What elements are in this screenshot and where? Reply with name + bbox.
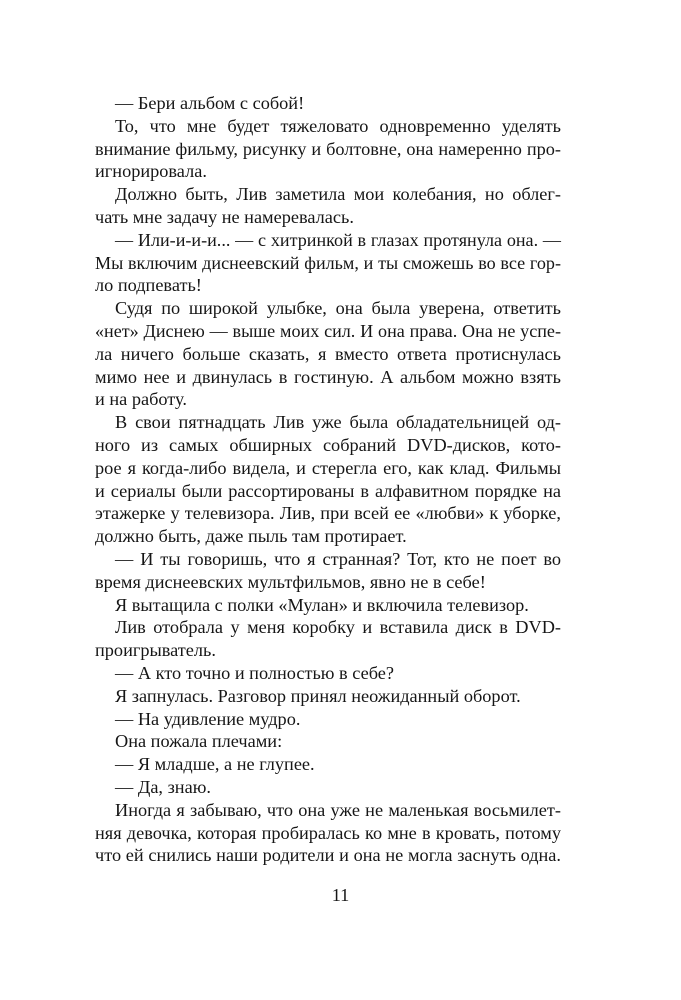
text-line: Я вытащила с полки «Мулан» и включила телевизор. (115, 594, 529, 615)
text-line: В свои пятнадцать Лив уже была обладательницей од- (115, 412, 561, 433)
text-line: Лив отобрала у меня коробку и вставила диск в DVD- (115, 617, 561, 638)
body-text (95, 92, 561, 867)
text-line: Иногда я забываю, что она уже не маленькая восьмилет- (115, 799, 561, 820)
text-line: ло подпевать! (95, 275, 202, 296)
text-line: Судя по широкой улыбке, она была уверена, ответить (115, 298, 561, 319)
text-line: что ей снились наши родители и она не могла заснуть одна. (95, 845, 561, 866)
text-line: Я запнулась. Разговор принял неожиданный оборот. (115, 685, 521, 706)
text-line: и сериалы были рассортированы в алфавитном порядке на (95, 480, 561, 501)
text-line: мимо нее и двинулась в гостиную. А альбом можно взять (95, 366, 561, 387)
text-line: — Да, знаю. (115, 776, 211, 797)
page-number: 11 (331, 885, 350, 905)
text-line: няя девочка, которая пробиралась ко мне в кровать, потому (95, 822, 561, 843)
text-line: рое я когда-либо видела, и стерегла его, как клад. Фильмы (95, 457, 561, 478)
text-line: «нет» Диснею — выше моих сил. И она права. Она не успе- (95, 320, 561, 341)
text-line: — Я младше, а не глупее. (115, 754, 315, 775)
text-line: проигрыватель. (95, 640, 216, 661)
text-line: внимание фильму, рисунку и болтовне, она намеренно про- (95, 138, 561, 159)
text-line: время диснеевских мультфильмов, явно не в себе! (95, 571, 486, 592)
text-line: игнорировала. (95, 161, 207, 182)
text-line: Мы включим диснеевский фильм, и ты сможешь во все гор- (95, 252, 561, 273)
text-line: и на работу. (95, 389, 187, 410)
text-line: ла ничего больше сказать, я вместо ответа протиснулась (95, 343, 561, 364)
text-line: — На удивление мудро. (115, 708, 301, 729)
text-line: — И ты говоришь, что я странная? Тот, кто не поет во (115, 548, 561, 569)
text-line: — Бери альбом с собой! (115, 93, 305, 113)
text-line: чать мне задачу не намеревалась. (95, 206, 354, 227)
text-line: Должно быть, Лив заметила мои колебания, но облег- (115, 184, 561, 205)
text-line: должно быть, даже пыль там протирает. (95, 526, 407, 547)
text-line: этажерке у телевизора. Лив, при всей ее «любви» к уборке, (95, 503, 561, 524)
text-line: Она пожала плечами: (115, 731, 283, 752)
text-line: — А кто точно и полностью в себе? (115, 662, 394, 683)
text-line: То, что мне будет тяжеловато одновременно уделять (115, 115, 561, 136)
text-line: — Или-и-и-и... — с хитринкой в глазах протянула она. — (115, 229, 561, 250)
text-line: ного из самых обширных собраний DVD-дисков, кото- (95, 434, 561, 455)
